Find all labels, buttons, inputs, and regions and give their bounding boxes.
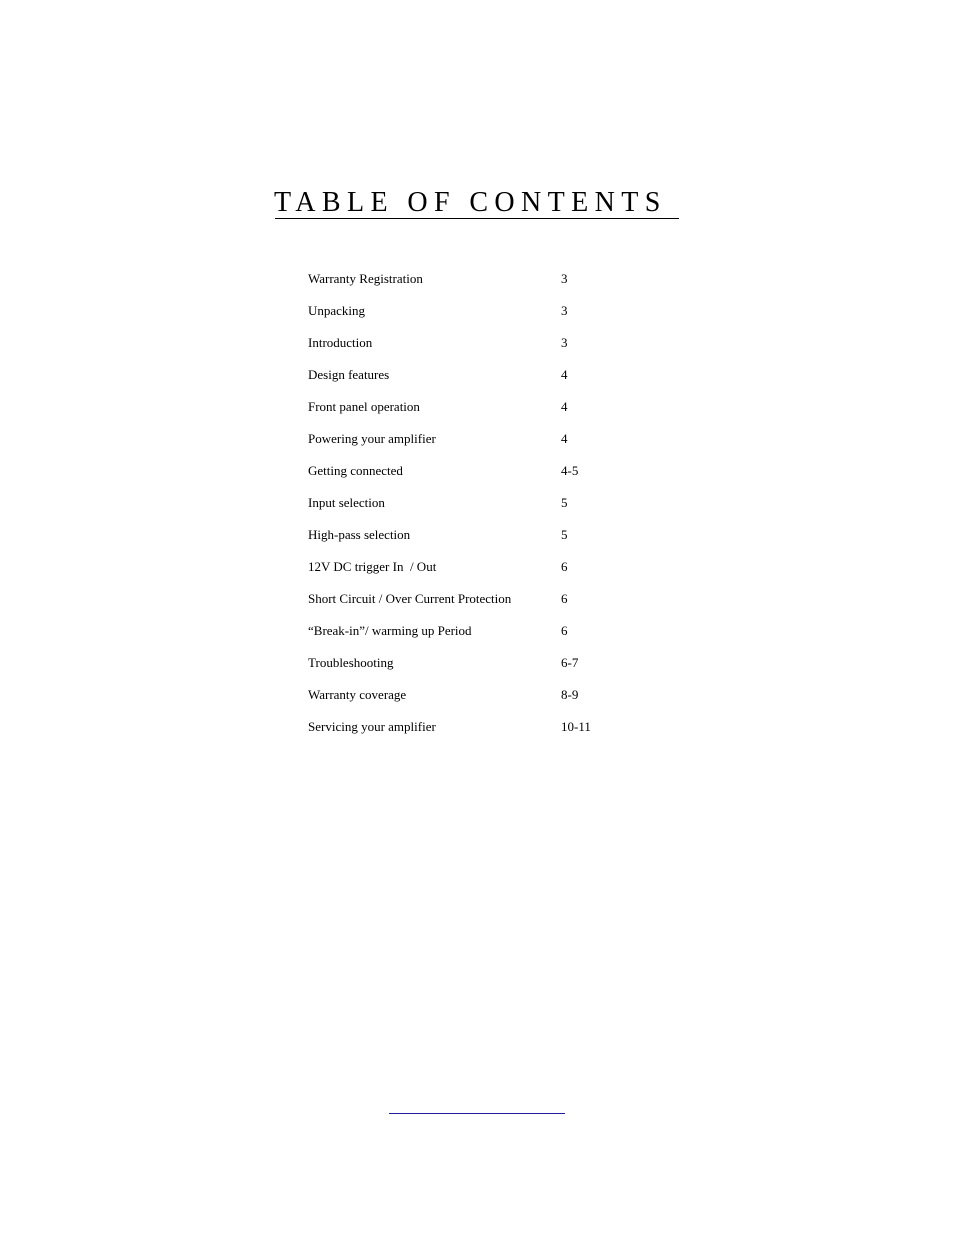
toc-entry-label: High-pass selection <box>308 527 411 542</box>
toc-entry-page: 4 <box>561 431 568 446</box>
toc-entry-label: Troubleshooting <box>308 655 394 670</box>
toc-entry-powering-your-amplifier <box>308 430 648 462</box>
toc-entry-label: 12V DC trigger In / Out <box>308 559 437 574</box>
toc-entry-page: 3 <box>561 271 568 286</box>
toc-entry-page: 3 <box>561 303 568 318</box>
toc-entry-break-in-period <box>308 622 648 654</box>
toc-entry-unpacking <box>308 302 648 334</box>
toc-entry-label: Introduction <box>308 335 373 350</box>
toc-entry-label: Warranty Registration <box>308 271 423 286</box>
toc-entry-troubleshooting <box>308 654 648 686</box>
toc-entry-label: Getting connected <box>308 463 403 478</box>
title-underline <box>275 218 679 219</box>
toc-entry-label: “Break-in”/ warming up Period <box>308 623 472 638</box>
toc-entry-label: Servicing your amplifier <box>308 719 436 734</box>
toc-entry-page: 4-5 <box>561 463 579 478</box>
toc-entry-high-pass-selection <box>308 526 648 558</box>
toc-entry-front-panel-operation <box>308 398 648 430</box>
toc-entry-page: 6 <box>561 559 568 574</box>
toc-entry-page: 4 <box>561 367 568 382</box>
toc-entry-getting-connected <box>308 462 648 494</box>
toc-entry-warranty-registration <box>308 270 648 302</box>
page-title: TABLE OF CONTENTS <box>274 187 667 218</box>
toc-entry-dc-trigger <box>308 558 648 590</box>
toc-entry-label: Input selection <box>308 495 385 510</box>
toc-entry-page: 3 <box>561 335 568 350</box>
table-of-contents <box>308 270 648 750</box>
toc-entry-warranty-coverage <box>308 686 648 718</box>
toc-entry-input-selection <box>308 494 648 526</box>
toc-entry-page: 10-11 <box>561 719 591 734</box>
toc-entry-page: 5 <box>561 495 568 510</box>
toc-entry-design-features <box>308 366 648 398</box>
toc-entry-introduction <box>308 334 648 366</box>
toc-entry-label: Unpacking <box>308 303 366 318</box>
toc-entry-page: 6 <box>561 623 568 638</box>
toc-entry-page: 5 <box>561 527 568 542</box>
toc-entry-servicing <box>308 718 648 750</box>
toc-entry-page: 6 <box>561 591 568 606</box>
toc-entry-label: Powering your amplifier <box>308 431 436 446</box>
toc-entry-label: Front panel operation <box>308 399 420 414</box>
toc-entry-page: 4 <box>561 399 568 414</box>
toc-entry-label: Warranty coverage <box>308 687 407 702</box>
toc-entry-label: Design features <box>308 367 390 382</box>
footer-rule <box>389 1113 565 1114</box>
toc-entry-page: 8-9 <box>561 687 579 702</box>
toc-entry-page: 6-7 <box>561 655 579 670</box>
toc-entry-label: Short Circuit / Over Current Protection <box>308 591 512 606</box>
toc-entry-short-circuit-protection <box>308 590 648 622</box>
